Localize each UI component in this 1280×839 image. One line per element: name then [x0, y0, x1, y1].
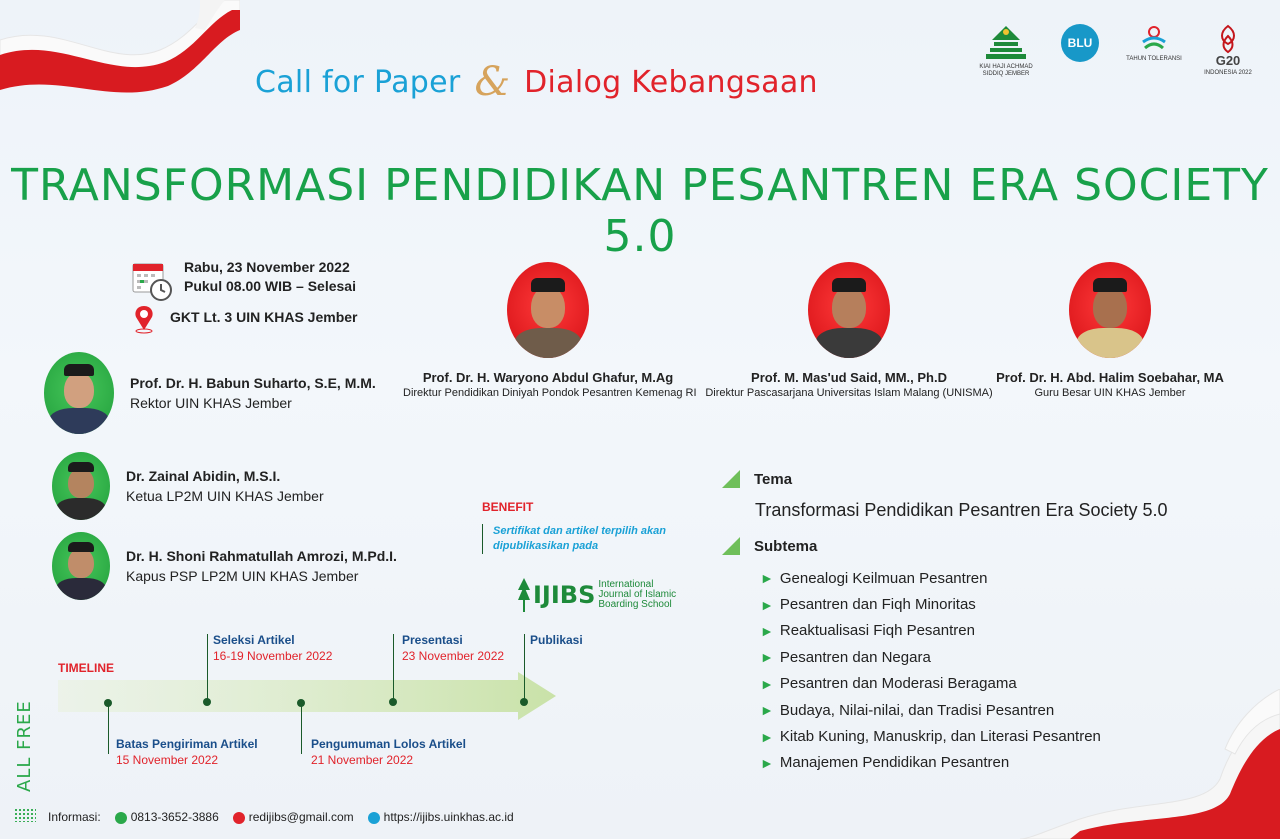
host-photo — [44, 352, 114, 434]
theme-section — [722, 470, 1242, 776]
g20-emblem-icon — [1216, 24, 1240, 54]
timeline-item: Presentasi 23 November 2022 — [402, 633, 505, 663]
whatsapp-icon — [115, 812, 127, 824]
event-info — [130, 258, 410, 334]
speaker-photo — [507, 262, 589, 358]
benefit-label: BENEFIT — [482, 500, 534, 514]
calendar-clock-icon — [130, 258, 174, 302]
list-item: ► Genealogi Keilmuan Pesantren — [760, 569, 988, 587]
list-item: ► Reaktualisasi Fiqh Pesantren — [760, 622, 975, 640]
timeline-item: Batas Pengiriman Artikel 15 November 2022 — [116, 737, 258, 767]
speaker-card: Prof. Dr. H. Abd. Halim Soebahar, MA Guru Besar UIN KHAS Jember — [995, 262, 1225, 399]
host-card: Prof. Dr. H. Babun Suharto, S.E, M.M. Rektor UIN KHAS Jember — [44, 352, 376, 434]
host-photo — [52, 452, 110, 520]
list-item: ► Kitab Kuning, Manuskrip, dan Literasi Pesantren — [760, 728, 1101, 746]
benefit-text: Sertifikat dan artikel terpilih akan dipublikasikan pada — [482, 524, 672, 554]
ampersand: & — [474, 59, 511, 105]
arrow-bullet-icon: ► — [760, 675, 774, 692]
arrow-bullet-icon: ► — [760, 570, 774, 587]
timeline-item: Seleksi Artikel 16-19 November 2022 — [213, 633, 333, 663]
dialog-kebangsaan-text: Dialog Kebangsaan — [524, 64, 818, 100]
ijibs-logo: IJIBS International Journal of Islamic Boarding School — [518, 578, 676, 612]
speaker-photo — [808, 262, 890, 358]
location-pin-icon — [130, 304, 174, 334]
all-free-label: ALL FREE — [14, 700, 35, 792]
arrow-bullet-icon: ► — [760, 702, 774, 719]
host-photo — [52, 532, 110, 600]
contact-footer — [48, 810, 514, 824]
email-icon — [233, 812, 245, 824]
event-place: GKT Lt. 3 UIN KHAS Jember — [170, 309, 358, 325]
timeline-item: Pengumuman Lolos Artikel 21 November 2022 — [311, 737, 466, 767]
partner-logos — [976, 24, 1258, 78]
decorative-dots — [14, 808, 36, 822]
triangle-bullet-icon — [722, 537, 740, 555]
event-time: Pukul 08.00 WIB – Selesai — [184, 278, 356, 294]
timeline-arrow — [58, 672, 558, 720]
toleransi-emblem-icon — [1139, 24, 1169, 54]
email-contact[interactable]: redijibs@gmail.com — [233, 810, 354, 824]
timeline-item: Publikasi — [530, 633, 583, 647]
host-card: Dr. Zainal Abidin, M.S.I. Ketua LP2M UIN KHAS Jember — [52, 452, 324, 520]
uin-khas-logo: KIAI HAJI ACHMAD SIDDIQ JEMBER — [976, 24, 1036, 78]
website-link[interactable]: https://ijibs.uinkhas.ac.id — [368, 810, 514, 824]
red-white-ribbon-top-left — [0, 0, 240, 110]
host-card: Dr. H. Shoni Rahmatullah Amrozi, M.Pd.I. Kapus PSP LP2M UIN KHAS Jember — [52, 532, 397, 600]
event-date: Rabu, 23 November 2022 — [184, 259, 350, 275]
arrow-bullet-icon: ► — [760, 649, 774, 666]
tema-value: Transformasi Pendidikan Pesantren Era Society 5.0 — [755, 500, 1168, 520]
subtema-list — [760, 565, 1242, 776]
benefit-box — [482, 500, 672, 554]
main-title: TRANSFORMASI PENDIDIKAN PESANTREN ERA SOCIETY 5.0 — [11, 160, 1269, 262]
list-item: ► Budaya, Nilai-nilai, dan Tradisi Pesantren — [760, 701, 1055, 719]
speaker-photo — [1069, 262, 1151, 358]
tree-icon — [518, 578, 530, 612]
list-item: ► Pesantren dan Moderasi Beragama — [760, 675, 1017, 693]
list-item: ► Pesantren dan Negara — [760, 648, 931, 666]
blu-logo: BLU — [1050, 24, 1110, 62]
list-item: ► Pesantren dan Fiqh Minoritas — [760, 596, 976, 614]
info-label: Informasi: — [48, 810, 101, 824]
event-header — [255, 60, 818, 104]
globe-icon — [368, 812, 380, 824]
call-for-paper-text: Call for Paper — [255, 64, 461, 100]
arrow-bullet-icon: ► — [760, 728, 774, 745]
speaker-card: Prof. M. Mas'ud Said, MM., Ph.D Direktur Pascasarjana Universitas Islam Malang (UNISMA) — [703, 262, 995, 399]
arrow-bullet-icon: ► — [760, 754, 774, 771]
tema-label: Tema — [754, 470, 793, 488]
triangle-bullet-icon — [722, 470, 740, 488]
timeline-label: TIMELINE — [58, 661, 114, 675]
phone-contact[interactable]: 0813-3652-3886 — [115, 810, 219, 824]
tahun-toleransi-logo: TAHUN TOLERANSI — [1124, 24, 1184, 63]
g20-logo: G20 INDONESIA 2022 — [1198, 24, 1258, 77]
arrow-bullet-icon: ► — [760, 596, 774, 613]
list-item: ► Manajemen Pendidikan Pesantren — [760, 754, 1010, 772]
subtema-label: Subtema — [754, 537, 818, 555]
speaker-card: Prof. Dr. H. Waryono Abdul Ghafur, M.Ag Direktur Pendidikan Diniyah Pondok Pesantren Kemenag RI — [403, 262, 693, 399]
uin-khas-emblem-icon — [984, 24, 1028, 62]
arrow-bullet-icon: ► — [760, 622, 774, 639]
